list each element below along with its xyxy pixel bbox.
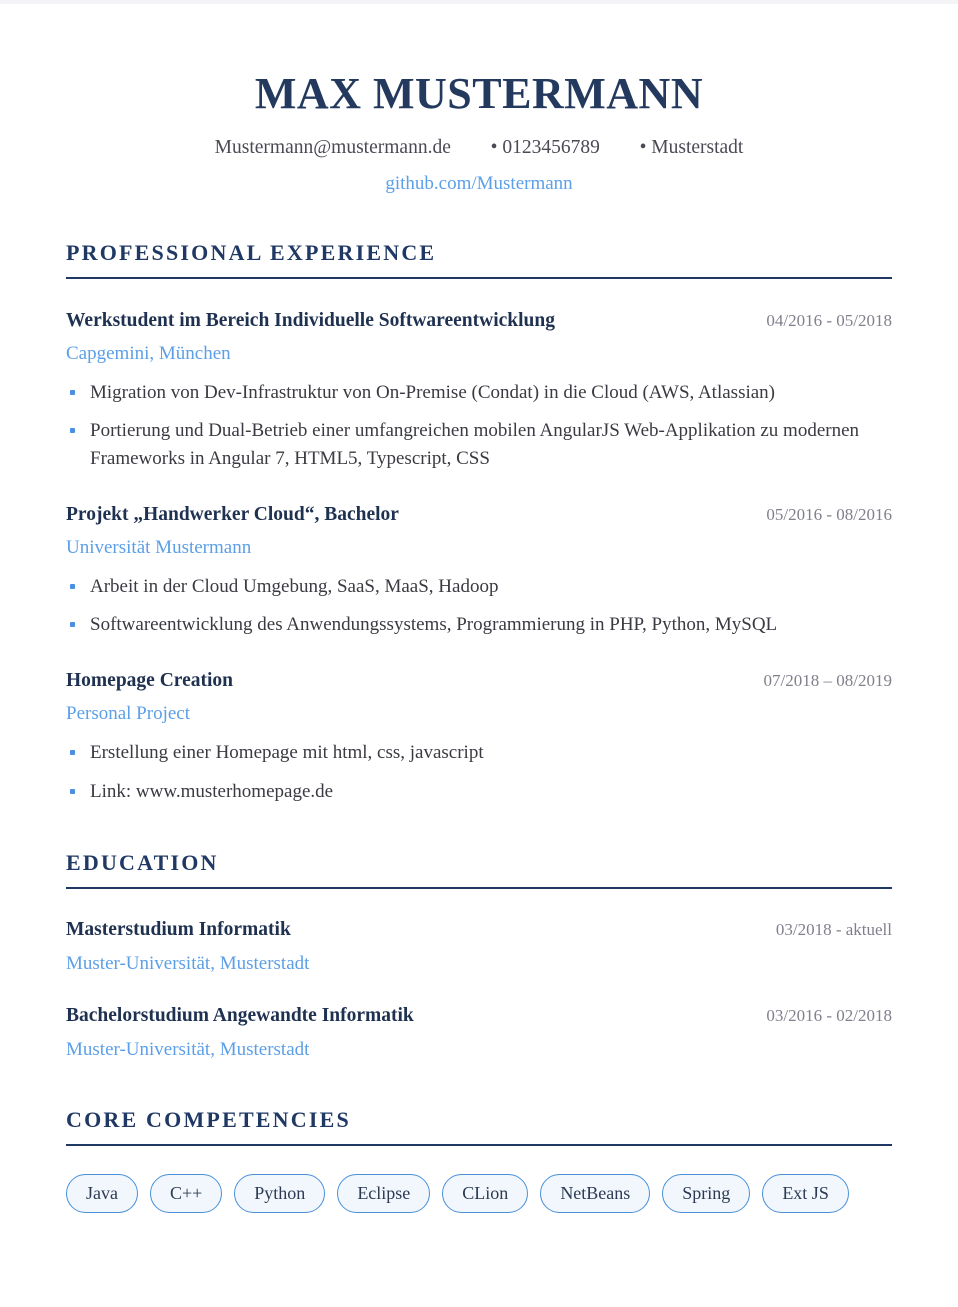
contact-phone: 0123456789 bbox=[502, 136, 600, 158]
page-title: MAX MUSTERMANN bbox=[254, 69, 704, 118]
entry-subtitle: Capgemini, München bbox=[66, 343, 231, 365]
list-item: Portierung und Dual-Betrieb einer umfangreichen mobilen AngularJS Web-Applikation zu modernen Frameworks in Angular 7, HTML5, Typescript, CSS bbox=[66, 417, 892, 472]
entry-bullet-list bbox=[66, 379, 892, 473]
entry-date: 03/2016 - 02/2018 bbox=[766, 1006, 892, 1026]
entry-subtitle: Muster-Universität, Musterstadt bbox=[66, 1038, 310, 1060]
list-item: Arbeit in der Cloud Umgebung, SaaS, MaaS, Hadoop bbox=[66, 573, 892, 601]
entry-date: 07/2018 – 08/2019 bbox=[763, 670, 892, 690]
contact-bullet-icon: • bbox=[490, 136, 498, 158]
skill-chip: NetBeans bbox=[540, 1174, 650, 1214]
entry-bullet-list bbox=[66, 739, 892, 805]
entry-header bbox=[66, 1004, 892, 1027]
skill-chip: Eclipse bbox=[337, 1174, 430, 1214]
list-item: Softwareentwicklung des Anwendungssystems, Programmierung in PHP, Python, MySQL bbox=[66, 611, 892, 639]
website-line bbox=[66, 173, 892, 195]
entry-date: 04/2016 - 05/2018 bbox=[766, 310, 892, 330]
skill-chip: Java bbox=[66, 1174, 138, 1214]
skill-chip: Ext JS bbox=[762, 1174, 849, 1214]
section-divider bbox=[66, 1144, 892, 1146]
education-entry bbox=[66, 1004, 892, 1061]
entry-title: Werkstudent im Bereich Individuelle Softwareentwicklung bbox=[66, 309, 555, 331]
experience-entry bbox=[66, 669, 892, 805]
entry-header bbox=[66, 669, 892, 692]
entry-title: Homepage Creation bbox=[66, 669, 233, 691]
entry-date: 05/2016 - 08/2016 bbox=[766, 504, 892, 524]
entry-title: Bachelorstudium Angewandte Informatik bbox=[66, 1005, 414, 1027]
list-item: Link: www.musterhomepage.de bbox=[66, 778, 892, 806]
section-heading-competencies: CORE COMPETENCIES bbox=[66, 1106, 351, 1132]
skill-chip-list bbox=[66, 1174, 892, 1214]
experience-entry bbox=[66, 309, 892, 473]
github-link[interactable]: github.com/Mustermann bbox=[385, 172, 573, 194]
page-top-strip bbox=[0, 0, 958, 4]
list-item: Migration von Dev-Infrastruktur von On-Premise (Condat) in die Cloud (AWS, Atlassian) bbox=[66, 379, 892, 407]
experience-entry bbox=[66, 503, 892, 639]
education-entry bbox=[66, 918, 892, 975]
entry-subtitle: Muster-Universität, Musterstadt bbox=[66, 952, 310, 974]
skill-chip: Python bbox=[234, 1174, 325, 1214]
skill-chip: CLion bbox=[442, 1174, 528, 1214]
list-item: Erstellung einer Homepage mit html, css, javascript bbox=[66, 739, 892, 767]
contact-line bbox=[66, 137, 892, 159]
section-core-competencies bbox=[66, 1108, 892, 1214]
contact-location: Musterstadt bbox=[651, 136, 744, 158]
entry-bullet-list bbox=[66, 573, 892, 639]
section-divider bbox=[66, 277, 892, 279]
contact-bullet-icon: • bbox=[639, 136, 647, 158]
entry-header bbox=[66, 918, 892, 941]
section-divider bbox=[66, 887, 892, 889]
section-heading-experience: PROFESSIONAL EXPERIENCE bbox=[66, 239, 437, 265]
entry-subtitle: Personal Project bbox=[66, 703, 191, 725]
skill-chip: C++ bbox=[150, 1174, 222, 1214]
entry-header bbox=[66, 309, 892, 332]
contact-email: Mustermann@mustermann.de bbox=[214, 136, 451, 158]
entry-header bbox=[66, 503, 892, 526]
section-heading-education: EDUCATION bbox=[66, 850, 219, 876]
skill-chip: Spring bbox=[662, 1174, 750, 1214]
resume-header bbox=[66, 0, 892, 195]
entry-date: 03/2018 - aktuell bbox=[775, 920, 892, 940]
entry-title: Masterstudium Informatik bbox=[66, 919, 291, 941]
entry-subtitle: Universität Mustermann bbox=[66, 536, 252, 558]
section-education bbox=[66, 851, 892, 1062]
section-professional-experience bbox=[66, 241, 892, 806]
entry-title: Projekt „Handwerker Cloud“, Bachelor bbox=[66, 503, 399, 525]
